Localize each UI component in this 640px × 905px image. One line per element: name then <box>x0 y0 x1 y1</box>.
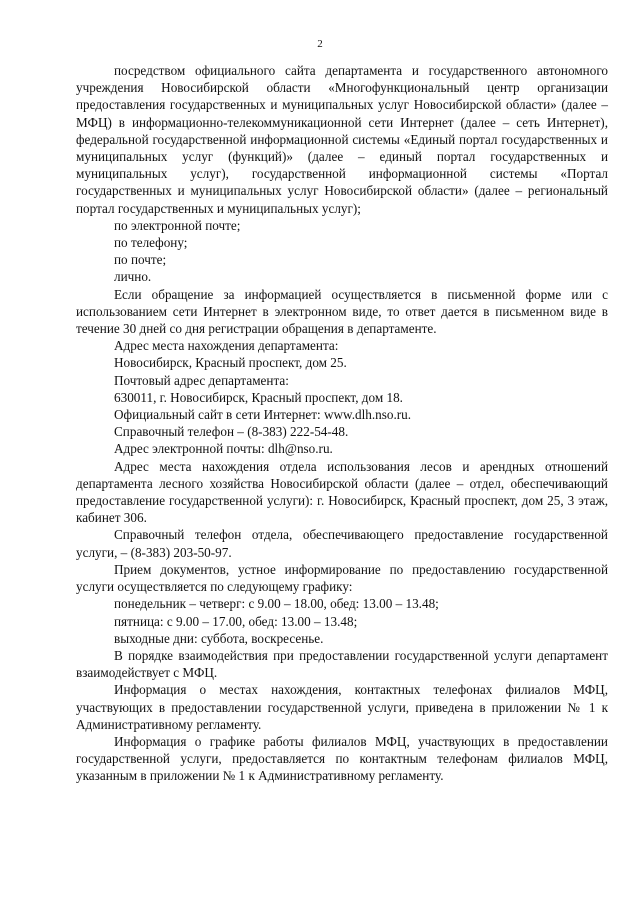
paragraph-office-phone: Справочный телефон отдела, обеспечивающего предоставление государственной услуги, – (8-383) 203-50-97. <box>76 527 608 560</box>
paragraph-mfc-locations: Информация о местах нахождения, контактных телефонах филиалов МФЦ, участвующих в предоставлении государственной услуги, приведена в приложении № 1 к Административному регламенту. <box>76 682 608 732</box>
schedule-fri: пятница: с 9.00 – 17.00, обед: 13.00 – 13.48; <box>114 613 358 629</box>
paragraph-mfc-schedule: Информация о графике работы филиалов МФЦ, участвующих в предоставлении государственной услуги, предоставляется по контактным телефонам филиалов МФЦ, указанным в приложении № 1 к Административному регламенту. <box>76 733 608 784</box>
paragraph-written-response: Если обращение за информацией осуществляется в письменной форме или с использованием сети Интернет в электронном виде, то ответ дается в письменном виде в течение 30 дней со дня регистрации обращения в департаменте. <box>76 286 608 337</box>
list-item-post: по почте; <box>114 252 167 268</box>
paragraph-schedule-intro: Прием документов, устное информирование по предоставлению государственной услуги осуществляется по следующему графику: <box>76 561 608 595</box>
schedule-mon-thu: понедельник – четверг: с 9.00 – 18.00, обед: 13.00 – 13.48; <box>114 596 439 612</box>
address-heading: Адрес места нахождения департамента: <box>114 338 339 354</box>
reference-phone-line: Справочный телефон – (8-383) 222-54-48. <box>114 424 349 440</box>
postal-address-value: 630011, г. Новосибирск, Красный проспект, дом 18. <box>114 389 403 405</box>
paragraph-info-channels: посредством официального сайта департамента и государственного автономного учреждения Новосибирской области «Многофункциональный центр организации предоставления государственных и муниципальных услуг Новосибирской области» (далее – МФЦ) в информационно-телекоммуникационной сети Интернет (далее – сеть Интернет), федеральной государственной информационной системы «Единый портал государственных и муниципальных услуг (функций)» (далее – единый портал государственных и муниципальных услуг), государственной информационной системы «Портал государственных и муниципальных услуг Новосибирской области» (далее – региональный портал государственных и муниципальных услуг); <box>76 63 608 216</box>
list-item-in-person: лично. <box>114 269 152 285</box>
list-item-email: по электронной почте; <box>114 217 241 233</box>
postal-address-heading: Почтовый адрес департамента: <box>114 372 289 388</box>
paragraph-mfc-interaction: В порядке взаимодействия при предоставлении государственной услуги департамент взаимодействует с МФЦ. <box>76 647 608 681</box>
paragraph-department-office: Адрес места нахождения отдела использования лесов и арендных отношений департамента лесного хозяйства Новосибирской области (далее – отдел, обеспечивающий предоставление государственной услуги): г. Новосибирск, Красный проспект, дом 25, 3 этаж, кабинет 306. <box>76 458 608 526</box>
website-line: Официальный сайт в сети Интернет: www.dlh.nso.ru. <box>114 407 412 423</box>
schedule-weekend: выходные дни: суббота, воскресенье. <box>114 630 324 646</box>
email-line: Адрес электронной почты: dlh@nso.ru. <box>114 441 333 457</box>
document-body <box>76 62 608 785</box>
list-item-phone: по телефону; <box>114 235 188 251</box>
page-number: 2 <box>317 38 323 50</box>
address-value: Новосибирск, Красный проспект, дом 25. <box>114 355 347 371</box>
